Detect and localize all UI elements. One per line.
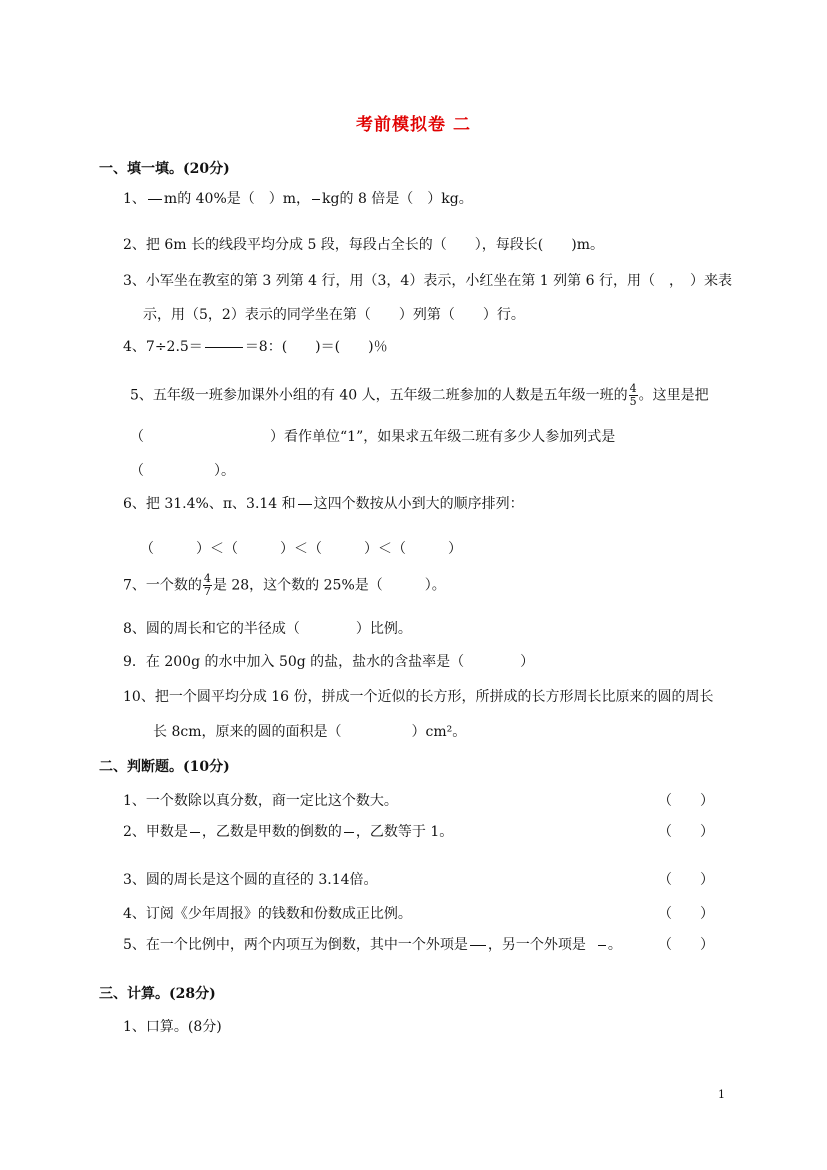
judge-answer-box-5: （ ） <box>658 937 714 953</box>
blank-fraction <box>598 944 606 946</box>
question-5-line-1: 5、五年级一班参加课外小组的有 40 人，五年级二班参加的人数是五年级一班的 $\frac{4}{5}$ 。这里是把 <box>130 382 709 408</box>
question-7: 7、一个数的 $\frac{4}{7}$ 是 28，这个数的 25%是（ ）。 <box>123 572 446 598</box>
question-5-line-2: （ ）看作单位“1”，如果求五年级二班有多少人参加列式是 <box>130 429 616 445</box>
question-10-line-1: 10、把一个圆平均分成 16 份，拼成一个近似的长方形，所拼成的长方形周长比原来的圆的周长 <box>123 689 714 705</box>
blank-fraction <box>190 831 200 833</box>
question-10-line-2: 长 8cm，原来的圆的面积是（ ）cm²。 <box>153 724 467 740</box>
judge-item-4: 4、订阅《少年周报》的钱数和份数成正比例。 <box>123 906 412 922</box>
judge-answer-box-3: （ ） <box>658 872 714 888</box>
blank-fraction <box>298 503 312 505</box>
section-heading-calculate: 三、计算。(28分) <box>99 986 216 1002</box>
question-3-line-1: 3、小军坐在教室的第 3 列第 4 行，用（3，4）表示，小红坐在第 1 列第 6 行，用（ ， ）来表 <box>123 273 732 289</box>
question-2: 2、把 6m 长的线段平均分成 5 段，每段占全长的（ ），每段长( )m。 <box>123 237 604 253</box>
judge-answer-box-4: （ ） <box>658 906 714 922</box>
judge-item-3: 3、圆的周长是这个圆的直径的 3.14倍。 <box>123 872 378 888</box>
judge-item-1: 1、一个数除以真分数，商一定比这个数大。 <box>123 793 398 809</box>
question-9: 9．在 200g 的水中加入 50g 的盐，盐水的含盐率是（ ） <box>123 654 535 670</box>
judge-item-2: 2、甲数是 ，乙数是甲数的倒数的 ，乙数等于 1。 <box>123 824 454 840</box>
question-5-line-3: （ ）。 <box>130 463 235 479</box>
fraction-four-fifths: $\frac{4}{5}$ <box>629 382 637 408</box>
blank-fraction <box>312 198 320 200</box>
question-4: 4、7÷2.5＝ ＝8：( )＝( )％ <box>123 339 388 355</box>
question-6-line-2: （ ）＜（ ）＜（ ）＜（ ） <box>140 541 462 557</box>
section-heading-fill-in: 一、填一填。(20分) <box>99 161 230 177</box>
question-8: 8、圆的周长和它的半径成（ ）比例。 <box>123 621 412 637</box>
question-3-line-2: 示，用（5，2）表示的同学坐在第（ ）列第（ ）行。 <box>143 307 525 323</box>
blank-fraction <box>205 346 243 348</box>
question-6-line-1: 6、把 31.4%、π、3.14 和 这四个数按从小到大的顺序排列： <box>123 496 524 512</box>
question-1: 1、 m的 40%是（ ）m， kg的 8 倍是（ ）kg。 <box>123 191 473 207</box>
blank-fraction <box>344 831 354 833</box>
page-number: 1 <box>718 1088 725 1101</box>
section-heading-judge: 二、判断题。(10分) <box>99 759 230 775</box>
blank-fraction <box>470 944 486 946</box>
calc-item-1: 1、口算。(8分) <box>123 1019 222 1035</box>
fraction-four-sevenths: $\frac{4}{7}$ <box>203 572 211 598</box>
judge-answer-box-2: （ ） <box>658 824 714 840</box>
judge-item-5: 5、在一个比例中，两个内项互为倒数，其中一个外项是 ，另一个外项是 。 <box>123 937 622 953</box>
judge-answer-box-1: （ ） <box>658 793 714 809</box>
blank-fraction <box>148 198 162 200</box>
page-title: 考前模拟卷 二 <box>356 115 471 135</box>
